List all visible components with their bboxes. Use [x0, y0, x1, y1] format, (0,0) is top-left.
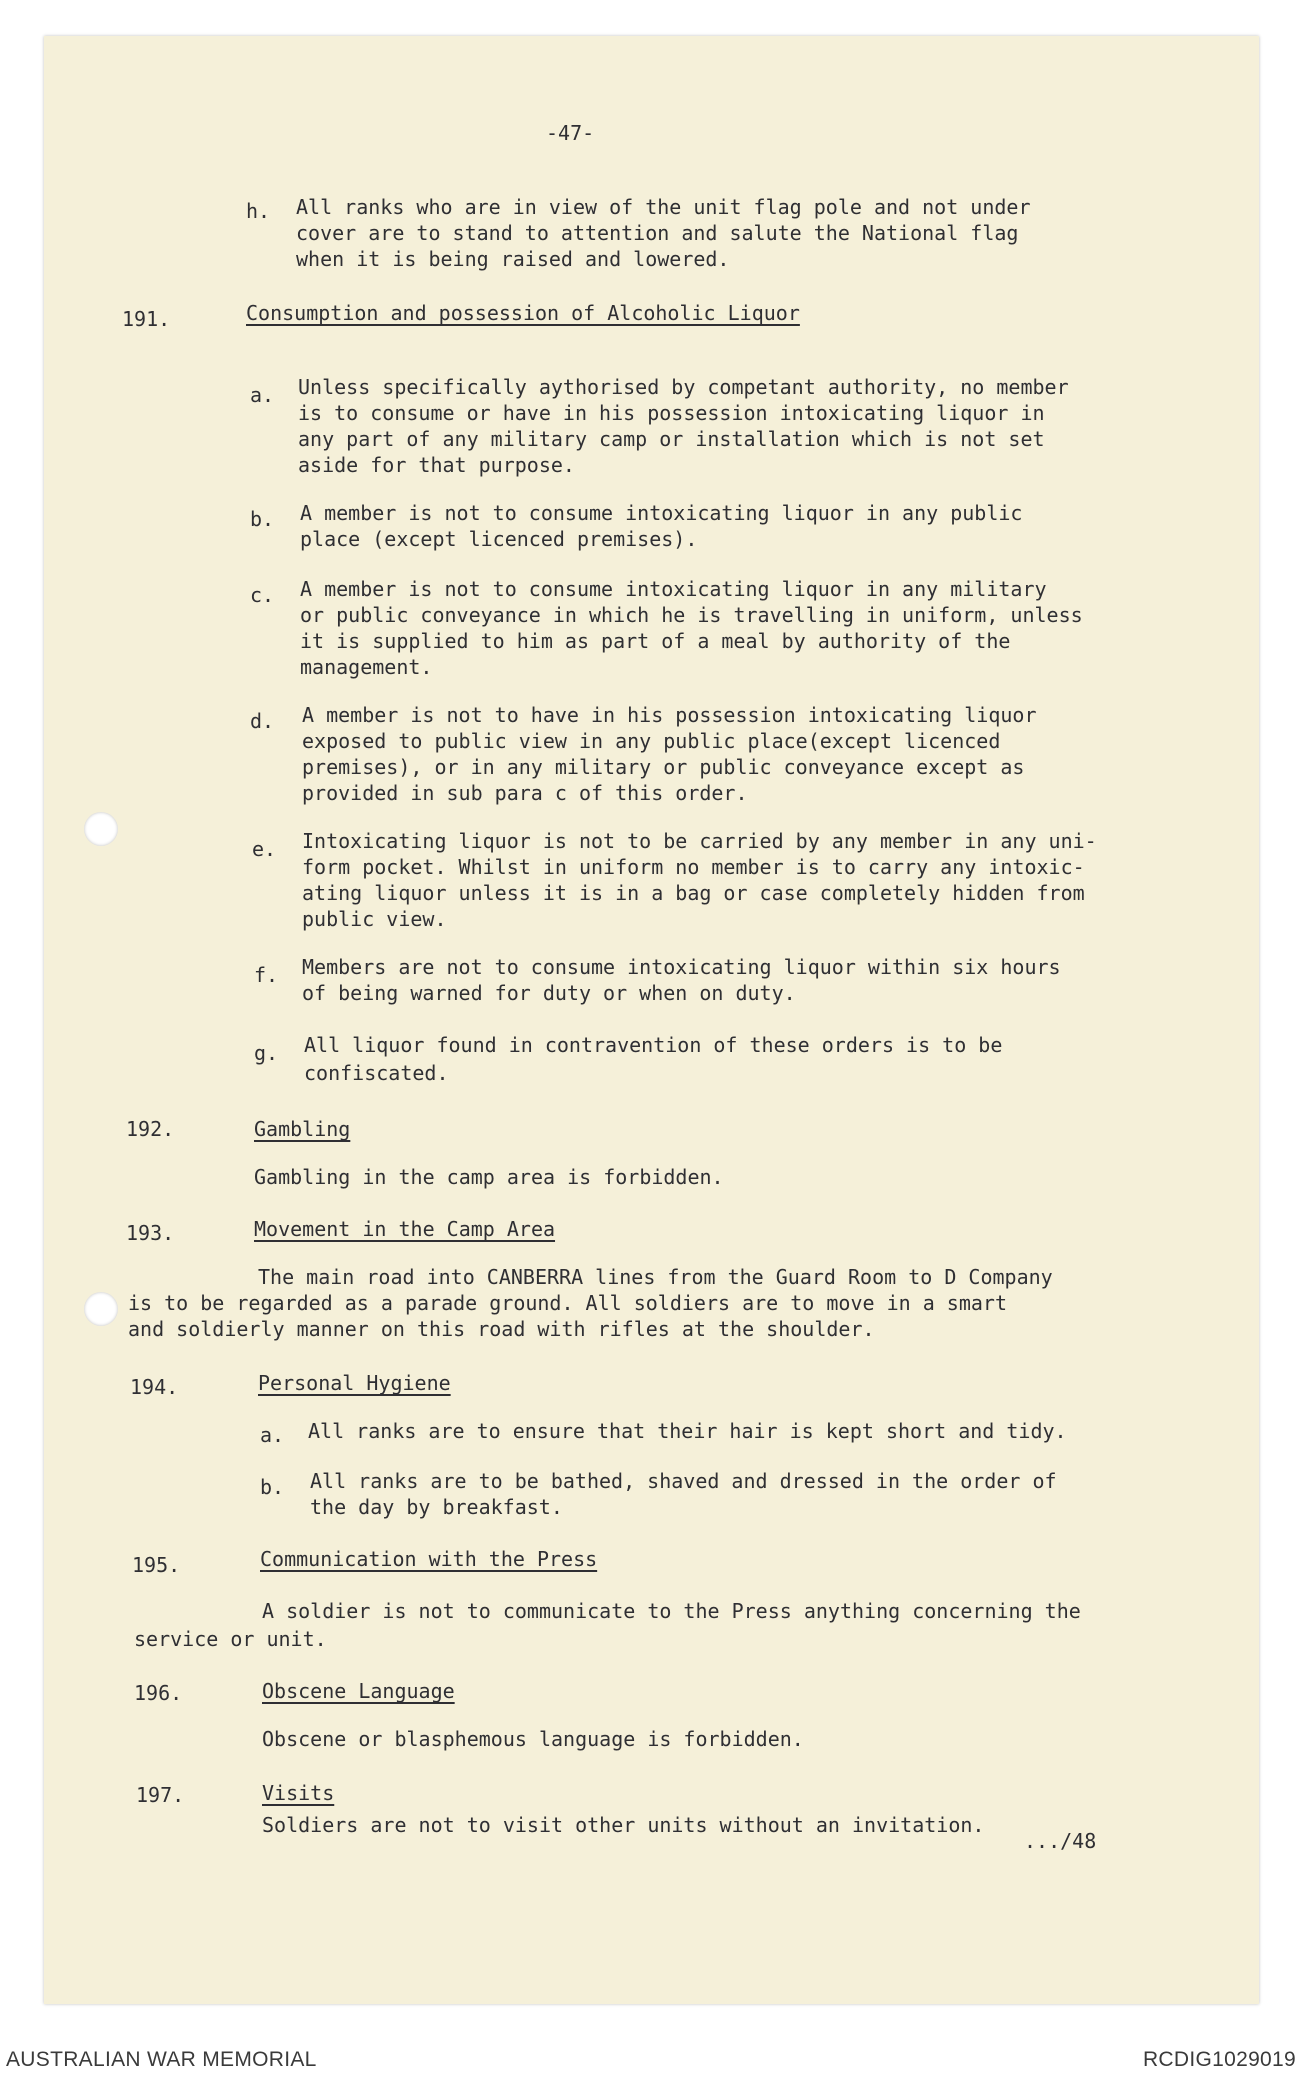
paragraph-line: is to be regarded as a parade ground. All soldiers are to move in a smart	[128, 1291, 1007, 1315]
item-line: the day by breakfast.	[310, 1495, 563, 1519]
item-line: place (except licenced premises).	[300, 527, 698, 551]
item-line: exposed to public view in any public place(except licenced	[302, 729, 1001, 753]
item-line: Members are not to consume intoxicating liquor within six hours	[302, 955, 1061, 979]
document-page	[44, 36, 1259, 2004]
item-label: c.	[250, 583, 275, 607]
section-number: 197.	[136, 1783, 185, 1807]
item-label: e.	[252, 837, 277, 861]
paragraph-line: A soldier is not to communicate to the Press anything concerning the	[262, 1599, 1081, 1623]
section-number: 193.	[126, 1221, 175, 1245]
item-line: when it is being raised and lowered.	[296, 247, 730, 271]
section-number: 192.	[126, 1117, 175, 1141]
section-title: Obscene Language	[262, 1679, 455, 1703]
item-line: premises), or in any military or public conveyance except as	[302, 755, 1025, 779]
item-line: confiscated.	[304, 1061, 449, 1085]
item-line: A member is not to consume intoxicating liquor in any public	[300, 501, 1023, 525]
item-label: b.	[250, 507, 275, 531]
item-line: public view.	[302, 907, 447, 931]
item-line: Intoxicating liquor is not to be carried by any member in any uni-	[302, 829, 1097, 853]
item-line: or public conveyance in which he is travelling in uniform, unless	[300, 603, 1083, 627]
section-title: Communication with the Press	[260, 1547, 598, 1571]
item-line: All ranks who are in view of the unit flag pole and not under	[296, 195, 1031, 219]
item-label: a.	[260, 1423, 285, 1447]
item-line: of being warned for duty or when on duty.	[302, 981, 796, 1005]
section-title: Visits	[262, 1781, 335, 1805]
item-line: All ranks are to ensure that their hair is kept short and tidy.	[308, 1419, 1067, 1443]
item-line: A member is not to consume intoxicating liquor in any military	[300, 577, 1047, 601]
section-number: 194.	[130, 1375, 179, 1399]
page-number: -47-	[546, 121, 595, 145]
archive-identifier: RCDIG1029019	[1142, 2048, 1296, 2071]
item-line: A member is not to have in his possession intoxicating liquor	[302, 703, 1037, 727]
item-label: a.	[250, 383, 275, 407]
item-line: form pocket. Whilst in uniform no member is to carry any intoxic-	[302, 855, 1085, 879]
section-title: Personal Hygiene	[258, 1371, 451, 1395]
item-line: Unless specifically aythorised by competant authority, no member	[298, 375, 1069, 399]
item-label: d.	[250, 709, 275, 733]
paragraph-line: service or unit.	[134, 1627, 327, 1651]
item-label: f.	[254, 963, 279, 987]
section-number: 195.	[132, 1553, 181, 1577]
section-title: Consumption and possession of Alcoholic Liquor	[246, 301, 800, 325]
item-line: All ranks are to be bathed, shaved and dressed in the order of	[310, 1469, 1057, 1493]
section-body: Obscene or blasphemous language is forbidden.	[262, 1727, 804, 1751]
section-number: 196.	[134, 1681, 183, 1705]
section-title: Movement in the Camp Area	[254, 1217, 556, 1241]
section-body: Gambling in the camp area is forbidden.	[254, 1165, 724, 1189]
item-label: g.	[254, 1041, 279, 1065]
item-line: aside for that purpose.	[298, 453, 575, 477]
item-line: is to consume or have in his possession intoxicating liquor in	[298, 401, 1045, 425]
item-line: ating liquor unless it is in a bag or case completely hidden from	[302, 881, 1085, 905]
paragraph-line: The main road into CANBERRA lines from the Guard Room to D Company	[258, 1265, 1053, 1289]
punch-hole-upper	[84, 812, 118, 846]
item-line: provided in sub para c of this order.	[302, 781, 748, 805]
section-body: Soldiers are not to visit other units without an invitation.	[262, 1813, 985, 1837]
item-line: any part of any military camp or installation which is not set	[298, 427, 1045, 451]
item-line: All liquor found in contravention of these orders is to be	[304, 1033, 1003, 1057]
item-line: it is supplied to him as part of a meal by authority of the	[300, 629, 1011, 653]
section-number: 191.	[122, 307, 171, 331]
item-label: b.	[260, 1475, 285, 1499]
item-line: cover are to stand to attention and salute the National flag	[296, 221, 1019, 245]
item-label: h.	[246, 199, 271, 223]
item-line: management.	[300, 655, 433, 679]
section-title: Gambling	[254, 1117, 351, 1141]
punch-hole-lower	[84, 1292, 118, 1326]
archive-credit: AUSTRALIAN WAR MEMORIAL	[6, 2048, 317, 2071]
continuation-marker: .../48	[1024, 1829, 1097, 1853]
paragraph-line: and soldierly manner on this road with rifles at the shoulder.	[128, 1317, 875, 1341]
